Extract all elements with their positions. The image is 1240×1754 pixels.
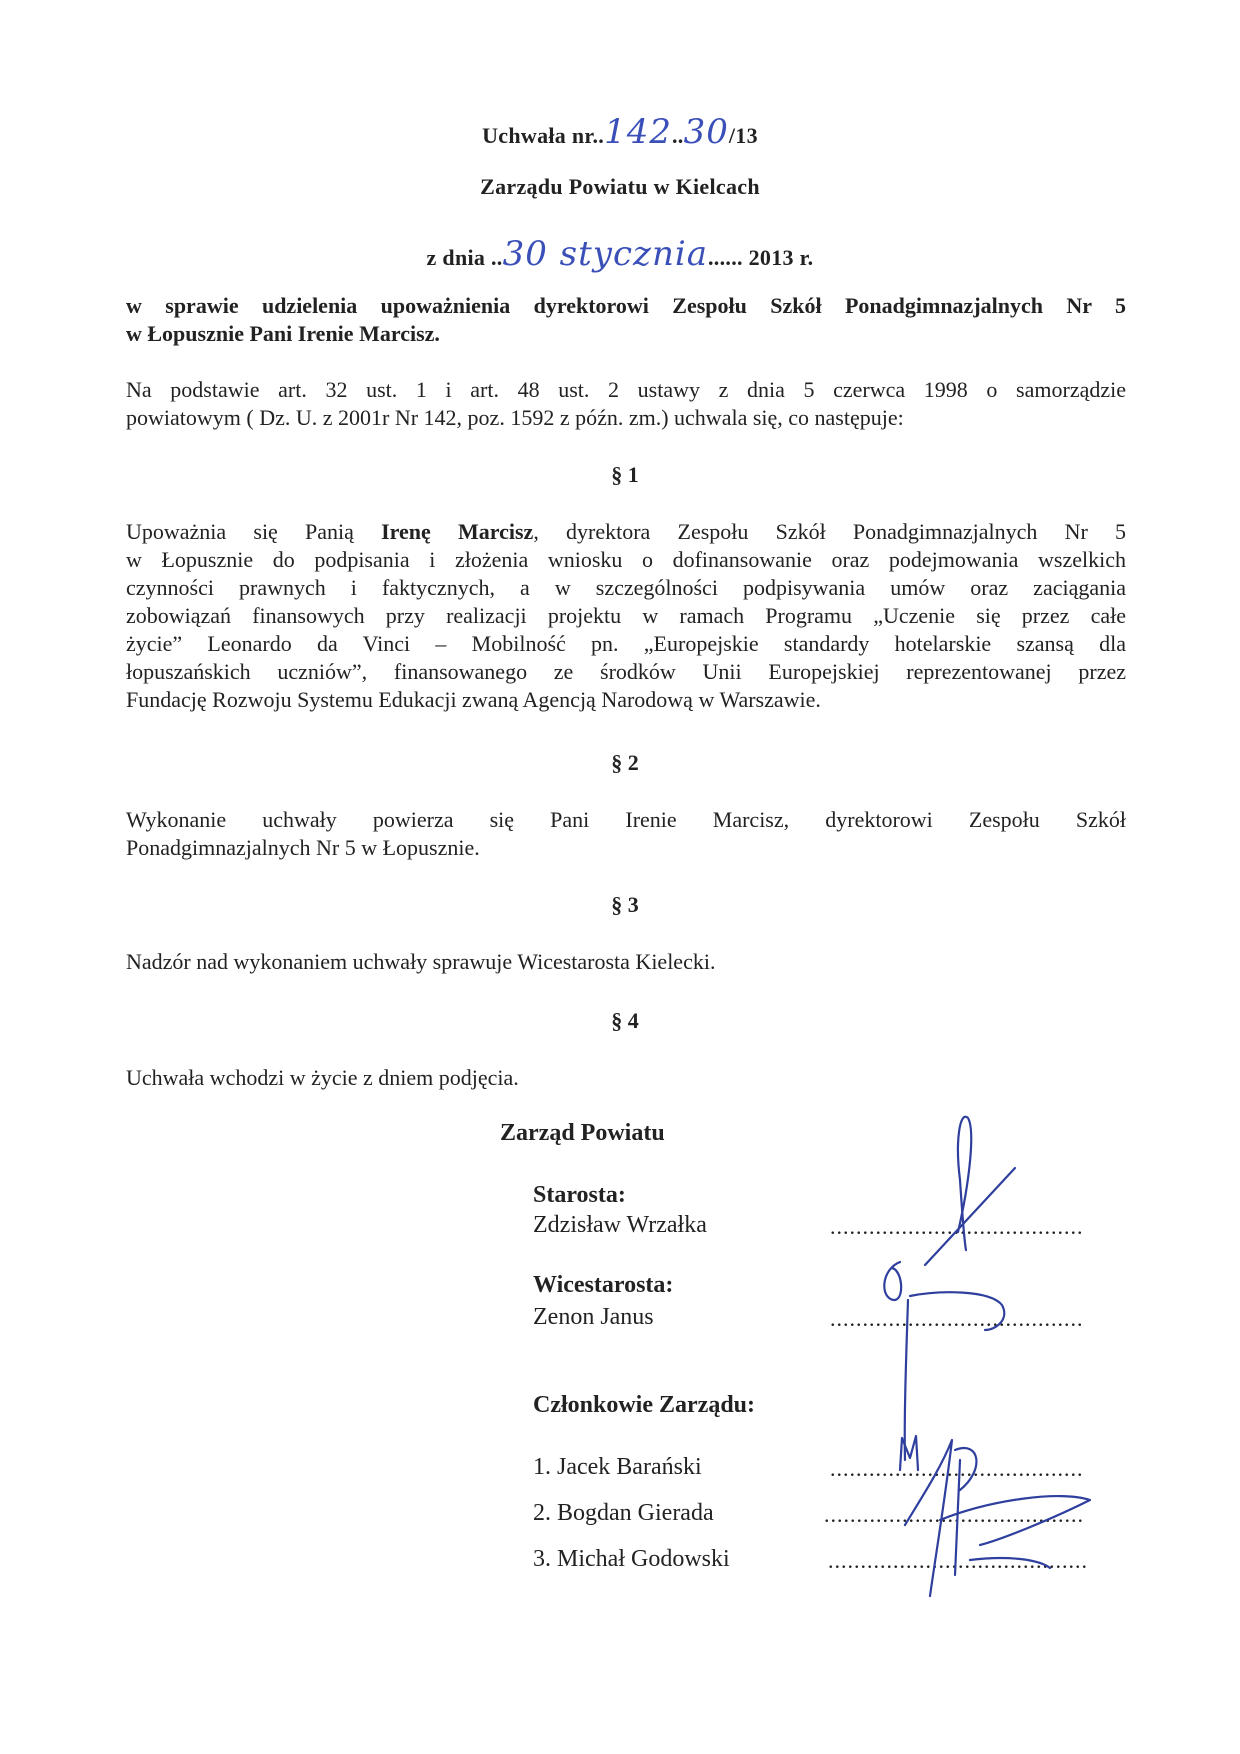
section-1-line: czynności prawnych i faktycznych, a w szczególności podpisywania umów oraz zaciągania [126, 575, 1126, 600]
section-4-heading: § 4 [611, 1008, 639, 1033]
date-suffix: ...... 2013 r. [708, 245, 814, 270]
legal-basis [126, 376, 1126, 432]
resolution-date [0, 234, 1240, 274]
section-2-heading: § 2 [611, 750, 639, 775]
subject-line: w sprawie udzielenia upoważnienia dyrektorowi Zespołu Szkół Ponadgimnazjalnych Nr 5 [126, 293, 1126, 318]
legal-basis-line: powiatowym ( Dz. U. z 2001r Nr 142, poz. 1592 z późn. zm.) uchwala się, co następuje: [126, 405, 904, 430]
handwritten-date: 30 stycznia [502, 234, 708, 274]
title-dots: .. [592, 123, 605, 148]
subject-line: w Łopusznie Pani Irenie Marcisz. [126, 321, 440, 346]
wicestarosta-signature-line: ....................................... [830, 1306, 1084, 1331]
section-1-line [126, 518, 1126, 546]
section-1-line: Fundację Rozwoju Systemu Edukacji zwaną Agencją Narodową w Warszawie. [126, 687, 821, 712]
section-1-text: , dyrektora Zespołu Szkół Ponadgimnazjalnych Nr 5 [533, 519, 1127, 544]
member-signature-line: ........................................ [828, 1548, 1088, 1573]
section-1-text: Upoważnia się Panią [126, 519, 382, 544]
section-1-line: zobowiązań finansowych przy realizacji projektu w ramach Programu „Uczenie się przez całe [126, 603, 1126, 628]
resolution-title [0, 112, 1240, 152]
section-2-line: Wykonanie uchwały powierza się Pani Irenie Marcisz, dyrektorowi Zespołu Szkół [126, 807, 1126, 832]
starosta-signature-line: ....................................... [830, 1214, 1084, 1239]
member-signature-line: ....................................... [830, 1456, 1084, 1481]
section-4-line: Uchwała wchodzi w życie z dniem podjęcia. [126, 1065, 519, 1090]
section-4-body [126, 1064, 1126, 1092]
section-3-body [126, 948, 1126, 976]
wicestarosta-signature [884, 1262, 1004, 1460]
section-3-line: Nadzór nad wykonaniem uchwały sprawuje Wicestarosta Kielecki. [126, 949, 716, 974]
issuer: Zarządu Powiatu w Kielcach [480, 174, 760, 199]
legal-basis-line: Na podstawie art. 32 ust. 1 i art. 48 ust. 2 ustawy z dnia 5 czerwca 1998 o samorządzie [126, 377, 1126, 402]
section-1-heading: § 1 [611, 462, 639, 487]
board-title: Zarząd Powiatu [500, 1120, 665, 1146]
title-prefix: Uchwała nr [482, 123, 593, 148]
wicestarosta-name: Zenon Janus [533, 1304, 654, 1330]
section-1-line: w Łopusznie do podpisania i złożenia wniosku o dofinansowanie oraz podejmowania wszelkich [126, 547, 1126, 572]
handwritten-resolution-number: 142 [604, 112, 672, 152]
starosta-name: Zdzisław Wrzałka [533, 1212, 707, 1238]
starosta-label: Starosta: [533, 1182, 626, 1208]
member-name: 2. Bogdan Gierada [533, 1500, 714, 1526]
members-label: Członkowie Zarządu: [533, 1392, 755, 1418]
section-1-line: łopuszańskich uczniów”, finansowanego ze środków Unii Europejskiej reprezentowanej przez [126, 659, 1126, 684]
authorized-person-name: Irenę Marcisz [381, 519, 534, 544]
member-name: 3. Michał Godowski [533, 1546, 730, 1572]
title-dots-2: .. [672, 123, 684, 148]
date-prefix: z dnia .. [426, 245, 503, 270]
section-2-body [126, 806, 1126, 862]
section-2-line: Ponadgimnazjalnych Nr 5 w Łopusznie. [126, 835, 480, 860]
resolution-subject [126, 292, 1126, 348]
title-suffix: /13 [728, 123, 758, 148]
wicestarosta-label: Wicestarosta: [533, 1272, 674, 1298]
section-1-body [126, 518, 1126, 714]
member-name: 1. Jacek Barański [533, 1454, 702, 1480]
starosta-signature [925, 1117, 1015, 1265]
section-3-heading: § 3 [611, 892, 639, 917]
handwritten-session-number: 30 [683, 112, 729, 152]
member-signature-line: ........................................ [824, 1502, 1084, 1527]
section-1-line: życie” Leonardo da Vinci – Mobilność pn. „Europejskie standardy hotelarskie szansą dla [126, 631, 1126, 656]
